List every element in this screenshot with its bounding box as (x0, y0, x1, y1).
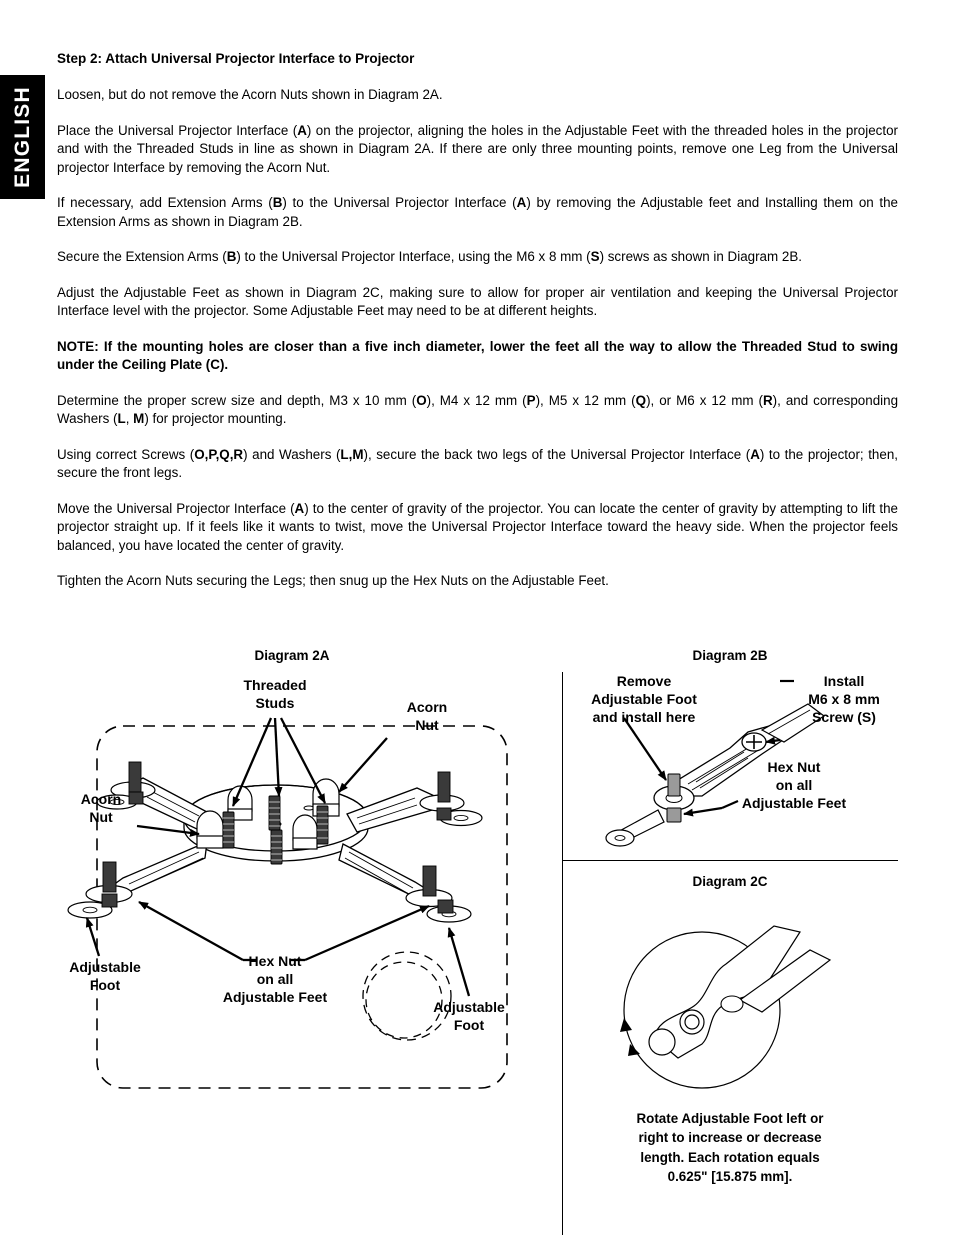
rotation-arrow-1 (620, 1018, 632, 1032)
label-adjustable-foot-left-line2: Foot (89, 977, 121, 993)
rotation-arrow-2 (628, 1044, 640, 1056)
label-hex-nut-2b-line3: Adjustable Feet (741, 795, 847, 811)
label-install-screw-line1: Install (823, 673, 865, 689)
language-tab (0, 75, 45, 199)
label-acorn-nut-left-line1: Acorn (80, 791, 122, 807)
leg-lower-left (68, 842, 207, 918)
label-install-screw-line2: M6 x 8 mm (808, 691, 880, 707)
panel-divider (562, 860, 898, 861)
label-adjustable-foot-left-line1: Adjustable (69, 959, 141, 975)
label-remove-foot-line1: Remove (616, 673, 672, 689)
label-threaded-studs-line1: Threaded (243, 677, 307, 693)
diagram-2a-title: Diagram 2A (254, 648, 330, 663)
paragraph-p4: Secure the Extension Arms (B) to the Universal Projector Interface, using the M6 x 8 mm (S) screws as shown in Diagram 2B. (57, 249, 802, 265)
paragraph-p5: Adjust the Adjustable Feet as shown in Diagram 2C, making sure to allow for proper air ventilation and keeping the Universal Projector Interface level with the projector. Some Adjustable Feet may need to be at different heights. (57, 284, 898, 319)
caption-line-4: 0.625" [15.875 mm]. (667, 1169, 793, 1185)
paragraph-p8: Using correct Screws (O,P,Q,R) and Washers (L,M), secure the back two legs of the Universal Projector Interface (A) to the projector; then, secure the front legs. (57, 446, 898, 481)
diagram-2a-illustration (57, 666, 527, 1111)
paragraph-list (57, 86, 898, 591)
label-hex-nut-line1: Hex Nut (248, 953, 302, 969)
diagram-2b-illustration (562, 668, 898, 853)
paragraph-p1: Loosen, but do not remove the Acorn Nuts shown in Diagram 2A. (57, 87, 443, 103)
label-acorn-nut-right-line1: Acorn (406, 699, 448, 715)
paragraph-p6: NOTE: If the mounting holes are closer than a five inch diameter, lower the feet all the way to allow the Threaded Stud to swing under the Ceiling Plate (C). (57, 338, 898, 373)
lens-inner (366, 962, 442, 1038)
label-remove-foot-line2: Adjustable Foot (591, 691, 697, 707)
label-hex-nut-line3: Adjustable Feet (222, 989, 328, 1005)
page-title: Step 2: Attach Universal Projector Interface to Projector (57, 51, 415, 66)
diagram-2c-title: Diagram 2C (692, 874, 768, 889)
diagram-section (0, 640, 954, 1235)
diagram-2b-panel (562, 640, 898, 855)
caption-line-3: length. Each rotation equals (640, 1149, 820, 1165)
diagram-2c-caption (562, 1109, 898, 1187)
paragraph-p7: Determine the proper screw size and depth, M3 x 10 mm (O), M4 x 12 mm (P), M5 x 12 mm (Q), or M6 x 12 mm (R), and corresponding Washers (L, M) for projector mounting. (57, 392, 899, 427)
label-adjustable-foot-right-line2: Foot (453, 1017, 485, 1033)
label-acorn-nut-left-line2: Nut (89, 809, 113, 825)
label-hex-nut-2b-line1: Hex Nut (767, 759, 821, 775)
paragraph-p2: Place the Universal Projector Interface (A) on the projector, aligning the holes in the Adjustable Feet with the threaded holes in the projector and with the Threaded Studs in line as shown in Diagram 2A. If there are only three mounting points, remove one Leg from the Universal projector Interface by removing the Acorn Nut. (57, 122, 898, 175)
paragraph-p3: If necessary, add Extension Arms (B) to the Universal Projector Interface (A) by removing the Adjustable feet and Installing them on the Extension Arms as shown in Diagram 2B. (57, 195, 899, 229)
caption-line-2: right to increase or decrease (638, 1130, 822, 1146)
label-hex-nut-line2: on all (256, 971, 294, 987)
diagram-2a-panel (57, 640, 527, 1110)
paragraph-p10: Tighten the Acorn Nuts securing the Legs; then snug up the Hex Nuts on the Adjustable Feet. (57, 573, 609, 589)
leg-upper-right (347, 788, 482, 832)
projector-interface-assembly (68, 762, 482, 922)
language-tab-label: ENGLISH (10, 86, 34, 188)
label-hex-nut-2b-line2: on all (775, 777, 813, 793)
label-threaded-studs-line2: Studs (255, 695, 295, 711)
caption-line-1: Rotate Adjustable Foot left or (636, 1111, 824, 1126)
label-remove-foot-line3: and install here (592, 709, 696, 725)
diagram-2c-panel (562, 866, 898, 1236)
diagram-2b-title: Diagram 2B (692, 648, 768, 663)
label-install-screw-line3: Screw (S) (812, 709, 876, 725)
paragraph-p9: Move the Universal Projector Interface (A) to the center of gravity of the projector. You can locate the center of gravity by attempting to lift the projector straight up. If it feels like it wants to twist, move the Universal Projector Interface toward the heavy side. When the projector feels balanced, you have located the center of gravity. (57, 500, 898, 553)
diagram-2b-labels (591, 673, 880, 811)
diagram-2c-illustration (562, 892, 898, 1117)
label-adjustable-foot-right-line1: Adjustable (433, 999, 505, 1015)
instruction-body (57, 50, 898, 608)
extension-arm (606, 704, 824, 846)
label-acorn-nut-right-line2: Nut (415, 717, 439, 733)
